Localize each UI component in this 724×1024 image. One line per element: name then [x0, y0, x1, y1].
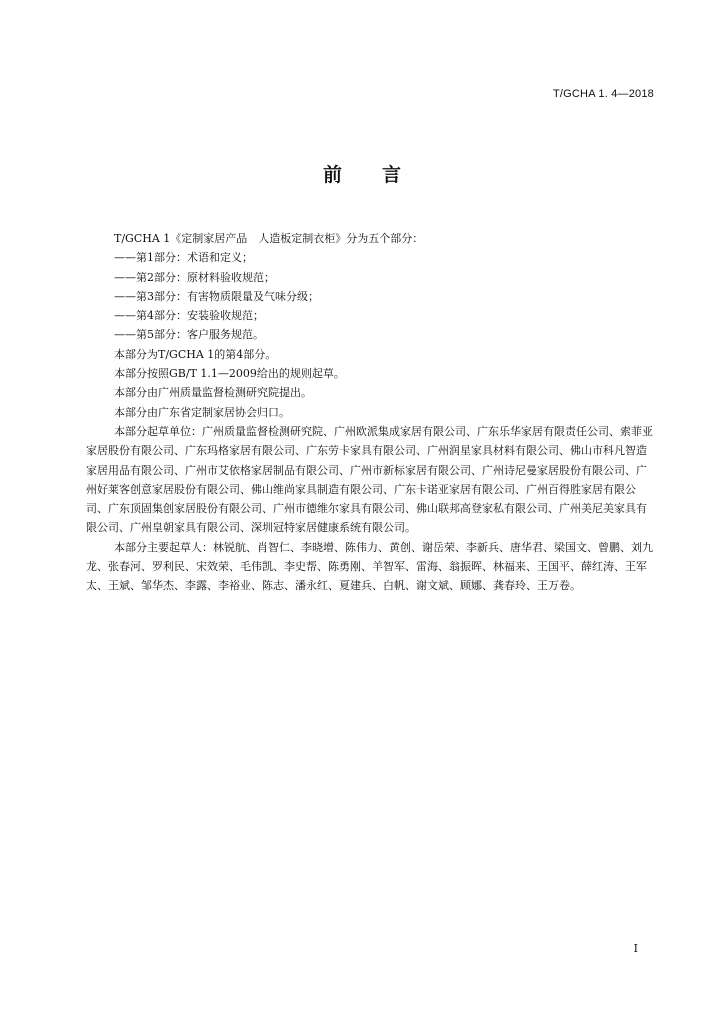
foreword-body — [86, 229, 654, 596]
title-char-left: 前 — [322, 164, 342, 186]
part-list-item: ——第2部分：原材料验收规范； — [114, 270, 275, 284]
part-list-item: ——第1部分：术语和定义； — [114, 251, 253, 265]
intro-paragraph: T/GCHA 1《定制家居产品 人造板定制衣柜》分为五个部分： — [114, 232, 424, 245]
statement-paragraph: 本部分为T/GCHA 1的第4部分。 — [114, 347, 277, 361]
part-list-item: ——第4部分：安装验收规范； — [114, 309, 264, 323]
page-title — [0, 160, 724, 187]
page-number: I — [633, 942, 638, 955]
statement-paragraph: 本部分按照GB/T 1.1—2009给出的规则起草。 — [114, 367, 345, 381]
standard-code: T/GCHA 1. 4—2018 — [552, 88, 654, 100]
part-list-item: ——第5部分：客户服务规范。 — [114, 328, 264, 342]
statement-paragraph: 本部分由广东省定制家居协会归口。 — [114, 405, 290, 419]
drafters-paragraph: 本部分主要起草人：林锐航、肖智仁、李晓增、陈伟力、黄创、谢岳荣、李新兵、唐华君、梁国文、曾鹏、刘九龙、张春河、罗利民、宋效荣、毛伟凯、李史帮、陈勇刚、羊智军、雷海、翁振晖、林福来、王国平、薛红涛、王军太、王斌、邹华杰、李露、李裕业、陈志、潘永红、夏建兵、白帆、谢文斌、顾娜、龚春玲、王万卷。 — [86, 540, 653, 593]
part-list-item: ——第3部分：有害物质限量及气味分级； — [114, 289, 319, 303]
title-char-right: 言 — [382, 164, 402, 186]
statement-paragraph: 本部分由广州质量监督检测研究院提出。 — [114, 386, 312, 400]
drafting-units-paragraph: 本部分起草单位：广州质量监督检测研究院、广州欧派集成家居有限公司、广东乐华家居有限责任公司、索菲亚家居股份有限公司、广东玛格家居有限公司、广东劳卡家具有限公司、广州润星家具材料有限公司、佛山市科凡智造家居用品有限公司、广州市艾依格家居制品有限公司、广州市新标家居有限公司、广州诗尼曼家居股份有限公司、广州好莱客创意家居股份有限公司、佛山维尚家具制造有限公司、广东卡诺亚家居有限公司、广州百得胜家居有限公司、广东顶固集创家居股份有限公司、广州市德维尔家具有限公司、佛山联邦高登家私有限公司、广州美尼美家具有限公司、广州皇朝家具有限公司、深圳冠特家居健康系统有限公司。 — [86, 424, 653, 535]
